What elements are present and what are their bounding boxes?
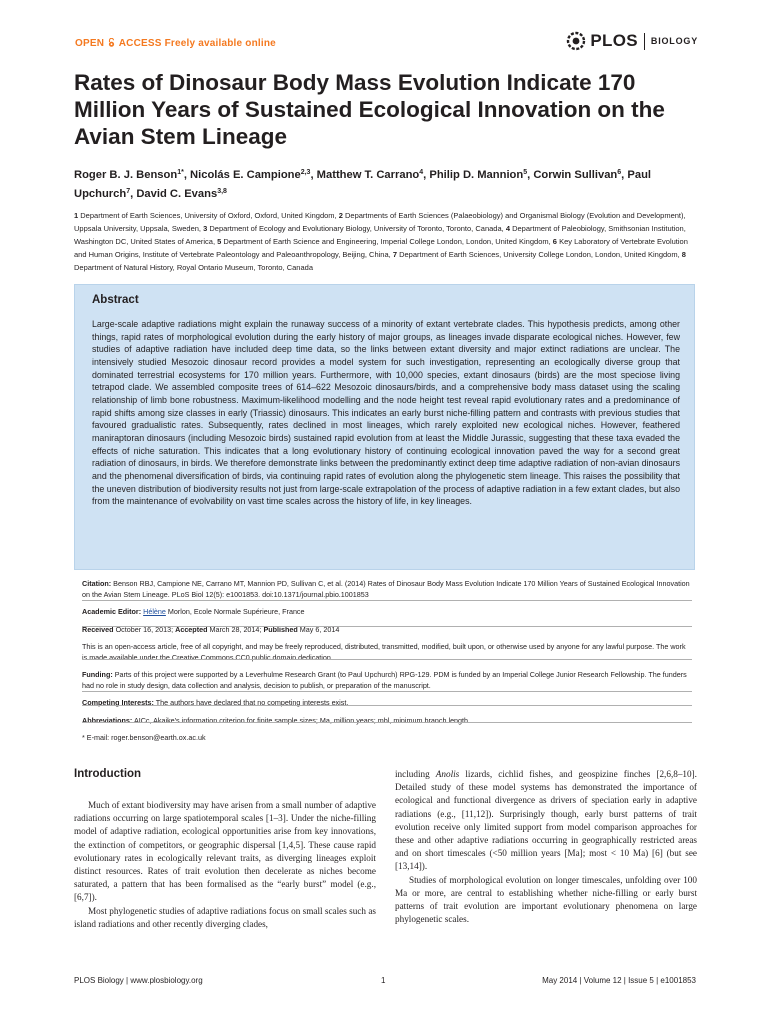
affiliation-text: Department of Natural History, Royal Ontario Museum, Toronto, Canada: [74, 263, 313, 272]
species-name: Anolis: [435, 769, 460, 779]
affiliations: [74, 209, 700, 274]
author-name: Philip D. Mannion: [429, 169, 524, 181]
plos-wordmark: PLOS: [590, 31, 638, 50]
affiliation-number: 5: [217, 237, 222, 246]
editor-label: Academic Editor:: [82, 607, 142, 616]
author-name: David C. Evans: [136, 188, 218, 200]
divider: [82, 722, 692, 723]
footer-journal-url[interactable]: PLOS Biology | www.plosbiology.org: [74, 976, 203, 985]
affiliation-number: 8: [681, 250, 686, 259]
author-affiliation-sup: 6: [617, 169, 622, 176]
author-name: Roger B. J. Benson: [74, 169, 178, 181]
affiliation-text: Department of Earth Sciences, University of Oxford, Oxford, United Kingdom,: [80, 211, 337, 220]
body-column-left: [74, 799, 376, 931]
journal-name: BIOLOGY: [650, 36, 698, 46]
received-label: Received: [82, 624, 114, 634]
open-label: OPEN: [75, 38, 105, 49]
author-separator: ,: [527, 169, 534, 181]
author-name: Paul Upchurch: [74, 169, 652, 200]
affiliation-text: Department of Ecology and Evolutionary Biology, University of Toronto, Toronto, Canada,: [209, 224, 504, 233]
accepted-date: March 28, 2014;: [209, 624, 262, 634]
funding-text: Parts of this project were supported by a Leverhulme Research Grant (to Paul Upchurch) RPG-129. PDM is funded by an Imperial College Junior Research Fellowship. The funders had no role in study design, data collection and analysis, decision to publish, or preparation of the manuscript.: [82, 670, 687, 690]
affiliation-number: 1: [74, 211, 79, 220]
funding-label: Funding:: [82, 670, 113, 679]
page-number: 1: [381, 976, 386, 985]
published-label: Published: [263, 624, 298, 634]
body-column-right: [395, 768, 697, 926]
affiliation-text: Department of Earth Science and Engineering, Imperial College London, London, United Kingdom,: [223, 237, 551, 246]
author-separator: ,: [310, 169, 317, 181]
author-affiliation-sup: 1*: [177, 169, 184, 176]
paragraph: Much of extant biodiversity may have arisen from a small number of adaptive radiations occurring on large spatiotemporal scales [1–3]. Under the niche-filling model of adaptive radiation, ecological opportunities arise from key innovations, the extinction of competitors, or geographic dispersal [1,4,5]. These cause rapid evolutionary rates in ecologically relevant traits, as diverging lineages exploit distinct resources. Rates of trait evolution then decelerate as niches become saturated, a pattern that has been formalised as the “early burst” model (e.g., [6,7]).: [74, 800, 376, 903]
citation-text: Benson RBJ, Campione NE, Carrano MT, Mannion PD, Sullivan C, et al. (2014) Rates of Dinosaur Body Mass Evolution Indicate 170 Million Years of Sustained Ecological Innovation on the Avian Stem Lineage. PLoS Biol 12(5): e1001853. doi:10.1371/journal.pbio.1001853: [82, 579, 690, 599]
divider: [82, 659, 692, 660]
author-separator: ,: [423, 169, 430, 181]
abstract-text: Large-scale adaptive radiations might explain the runaway success of a minority of extant vertebrate clades. This hypothesis predicts, among other things, rapid rates of morphological evolution during the early history of major groups, as lineages invade disparate ecological niches. However, few studies of adaptive radiation have included deep time data, so the links between extant diversity and major extinct radiations are unclear. The intensively studied Mesozoic dinosaur record provides a model system for such investigation, representing an ecologically diverse group that dominated terrestrial ecosystems for 170 million years. Furthermore, with 10,000 species, extant dinosaurs (birds) are the most speciose living tetrapod clade. We assembled composite trees of 614–622 Mesozoic dinosaurs/birds, and a comprehensive body mass dataset using the scaling relationship of limb bone robustness. Maximum-likelihood modelling and the node height test reveal rapid evolutionary rates and a predominance of rapid shifts among size classes in early (Triassic) dinosaurs. This indicates an early burst niche-filling pattern and contrasts with previous studies that favoured gradualistic rates. Subsequently, rates declined in most lineages, which rarely exploited new ecological niches. However, feathered maniraptoran dinosaurs (including Mesozoic birds) sustained rapid evolution from at least the Middle Jurassic, suggesting that these taxa evaded the effects of niche saturation. This indicates that a long evolutionary history of continuing ecological innovation paved the way for a second great radiation of dinosaurs, in birds. We therefore demonstrate links between the predominantly extinct deep time adaptive radiation of non-avian dinosaurs and the phenomenal diversification of birds, via continuing rapid rates of evolution along the phylogenetic stem lineage. This raises the possibility that the uneven distribution of biodiversity results not just from large-scale extrapolation of the process of adaptive radiation in a few extant clades, but also from the maintenance of evolvability on vast time scales across the history of life, in key lineages.: [92, 319, 680, 507]
citation: [82, 579, 692, 600]
competing-interests: [82, 698, 692, 709]
author-affiliation-sup: 5: [523, 169, 528, 176]
open-access-lock-icon: [108, 38, 115, 47]
received-date: October 16, 2013;: [115, 624, 174, 634]
affiliation-text: Key Laboratory of Vertebrate Evolution and Human Origins, Institute of Vertebrate Paleontology and Paleoanthropology, Beijing, China,: [74, 237, 688, 259]
author-separator: ,: [183, 169, 191, 181]
author-separator: ,: [130, 188, 137, 200]
access-label: ACCESS Freely available online: [118, 38, 276, 49]
author-name: Corwin Sullivan: [533, 169, 618, 181]
affiliation-number: 3: [203, 224, 208, 233]
article-title: Rates of Dinosaur Body Mass Evolution Indicate 170 Million Years of Sustained Ecological Innovation on the Avian Stem Lineage: [74, 70, 665, 149]
plos-biology-logo[interactable]: [566, 31, 698, 51]
published-date: May 6, 2014: [299, 624, 340, 634]
author-affiliation-sup: 7: [126, 188, 131, 195]
abbreviations: [82, 716, 692, 727]
article-metadata: [82, 579, 692, 744]
editor-link[interactable]: Hélène: [143, 607, 166, 616]
affiliation-number: 7: [392, 250, 397, 259]
divider: [82, 705, 692, 706]
author-list: [74, 166, 704, 204]
author-name: Nicolás E. Campione: [190, 169, 301, 181]
affiliation-text: Department of Paleobiology, Smithsonian Institution, Washington DC, United States of America,: [74, 224, 686, 246]
author-affiliation-sup: 4: [419, 169, 424, 176]
paragraph: Studies of morphological evolution on longer timescales, unfolding over 100 Ma or more, are central to establishing whether niche-filling or early burst patterns of trait evolution are important evolutionary phenomena on large phylogenetic scales.: [395, 874, 697, 925]
abbreviations-text: AICc, Akaike's information criterion for finite sample sizes; Ma, million years; mbl, minimum branch length.: [133, 715, 471, 725]
affiliation-number: 6: [552, 237, 557, 246]
plos-logo-icon: [566, 31, 586, 51]
introduction-heading: Introduction: [74, 768, 142, 780]
open-access-banner: [75, 38, 276, 49]
divider: [82, 691, 692, 692]
license: This is an open-access article, free of all copyright, and may be freely reproduced, distributed, transmitted, modified, built upon, or otherwise used by anyone for any lawful purpose. The work is made available under the Creative Commons CC0 public domain dedication.: [82, 642, 686, 662]
affiliation-text: Department of Earth Sciences, University College London, London, United Kingdom,: [399, 250, 680, 259]
author-name: Matthew T. Carrano: [316, 169, 420, 181]
corresponding-email[interactable]: * E-mail: roger.benson@earth.ox.ac.uk: [82, 733, 206, 742]
footer-issue-info: May 2014 | Volume 12 | Issue 5 | e1001853: [542, 976, 696, 985]
abstract-heading: Abstract: [92, 294, 139, 306]
funding: [82, 670, 692, 691]
author-affiliation-sup: 3,8: [217, 188, 227, 195]
editor-affiliation: Morlon, Ecole Normale Supérieure, France: [167, 607, 305, 616]
academic-editor: [82, 607, 692, 618]
paragraph: including Anolis lizards, cichlid fishes, and geospizine finches [2,6,8–10]. Detailed study of these model systems has demonstrated the importance of ecological and functional divergence as drivers of speciation early in adaptive radiations (e.g., [11,12]). Surprisingly though, early burst patterns of trait evolution receive only limited support from model comparison approaches for these and other adaptive radiations occurring in geographically restricted areas and on short timescales (<50 million years [Ma]; most < 10 Ma) [6] (but see [13,14]).: [395, 769, 697, 872]
affiliation-number: 4: [505, 224, 510, 233]
logo-divider: [644, 33, 645, 50]
citation-label: Citation:: [82, 579, 112, 588]
accepted-label: Accepted: [175, 624, 208, 634]
interests-text: The authors have declared that no competing interests exist.: [155, 698, 349, 707]
divider: [82, 600, 692, 601]
abbreviations-label: Abbreviations:: [82, 715, 133, 725]
divider: [82, 626, 692, 627]
paragraph: Most phylogenetic studies of adaptive radiations focus on small scales such as island radiations and other recently diverging clades,: [74, 905, 376, 929]
author-affiliation-sup: 2,3: [300, 169, 311, 176]
affiliation-number: 2: [338, 211, 343, 220]
author-separator: ,: [621, 169, 628, 181]
affiliation-text: Departments of Earth Sciences (Palaeobiology) and Organismal Biology (Evolution and Development), Uppsala University, Uppsala, Sweden,: [74, 211, 686, 233]
interests-label: Competing Interests:: [82, 698, 154, 707]
